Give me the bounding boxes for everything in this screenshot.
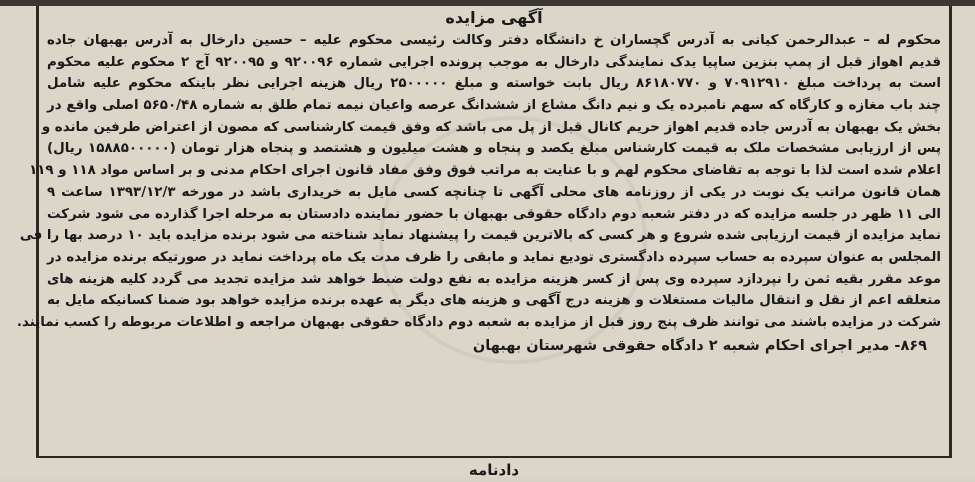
notice-line-10: نماید مزایده از قیمت ارزیابی شده شروع و هر کسی که بالاترین قیمت را پیشنهاد نماید شناخته می شود برنده مزایده باید ۱۰ درصد بها را فی	[19, 228, 941, 244]
notice-line-4: چند باب مغازه و کارگاه که سهم نامبرده یک و نیم دانگ مشاع از ششدانگ عرصه واعیان نیمه تمام طلق به شماره ۵۶۵۰/۴۸ اصلی واقع در	[47, 98, 941, 114]
notice-title: آگهی مزایده	[445, 8, 543, 27]
notice-line-13: متعلقه اعم از نقل و انتقال مالیات مستغلات و هزینه درج آگهی و هزینه های دیگر به عهده برنده مزایده خواهد بود ضمنا کسانیکه مایل به	[47, 293, 941, 309]
next-notice-title: دادنامه	[468, 461, 520, 479]
notice-line-14: شرکت در مزایده باشند می توانند ظرف پنج روز قبل از مزایده به شعبه دوم دادگاه حقوقی بهبهان مراجعه و اطلاعات مربوطه را کسب نمایند.	[16, 314, 941, 330]
notice-line-12: موعد مقرر بقیه ثمن را نپردازد سپرده وی پس از کسر هزینه مزایده به نفع دولت ضبط خواهد شد مزایده تجدید می گردد کلیه هزینه های	[47, 271, 941, 287]
notice-line-6: پس از ارزیابی مشخصات ملک به قیمت کارشناس مبلغ یکصد و پنجاه و هشت میلیون و هشتصد و پنجاه هزار تومان (۱۵۸۸۵۰۰۰۰۰ ریال)	[47, 141, 941, 157]
notice-line-11: المجلس به عنوان سپرده به حساب سپرده دادگستری تودیع نماید و مابقی را ظرف مدت یک ماه پرداخت نماید در صورتیکه برنده مزایده در	[47, 249, 941, 265]
notice-line-3: است به پرداخت مبلغ ۷۰۹۱۲۹۱۰ و ۸۶۱۸۰۷۷۰ ریال بابت خواسته و مبلغ ۲۵۰۰۰۰۰ ریال هزینه اجرایی نظر باینکه محکوم علیه شامل	[47, 76, 941, 92]
auction-notice-box	[16, 6, 952, 458]
notice-line-2: قدیم اهواز قبل از پمپ بنزین ساپیا یدک نمایندگی دارخال به موجب پرونده اجرایی شماره ۹۲۰۰۹۶ و ۹۲۰۰۹۵ آج ۲ محکوم علیه محکوم	[47, 54, 941, 70]
notice-line-5: بخش یک بهبهان به آدرس جاده قدیم اهواز حریم کانال قبل از پل می باشد که وفق قیمت کارشناسی که مصون از اعتراض طرفین مانده و	[41, 119, 941, 135]
notice-line-7: اعلام شده است لذا با توجه به تقاضای محکوم لهم و با عنایت به مراتب فوق وفق مفاد قانون اجرای احکام مدنی و بر اساس مواد ۱۱۸ و ۱۱۹	[29, 163, 941, 179]
notice-line-9: الی ۱۱ ظهر در جلسه مزایده که در دفتر شعبه دوم دادگاه حقوقی بهبهان با حضور نماینده دادستان به مرحله اجرا گذارده می شود شرکت	[47, 206, 942, 222]
notice-signature: ۸۶۹- مدیر اجرای احکام شعبه ۲ دادگاه حقوقی شهرستان بهبهان	[472, 337, 927, 354]
notice-line-8: همان قانون مراتب یک نوبت در یکی از روزنامه های محلی آگهی تا چنانچه کسی مایل به خریداری باشد در مورخه ۱۳۹۳/۱۲/۳ ساعت ۹	[47, 184, 941, 200]
notice-line-1: محکوم له – عبدالرحمن کیانی به آدرس گچساران خ دانشگاه دفتر وکالت رئیسی محکوم علیه – حسین دارخال به آدرس بهبهان جاده	[47, 33, 941, 48]
notice-body	[16, 30, 942, 334]
